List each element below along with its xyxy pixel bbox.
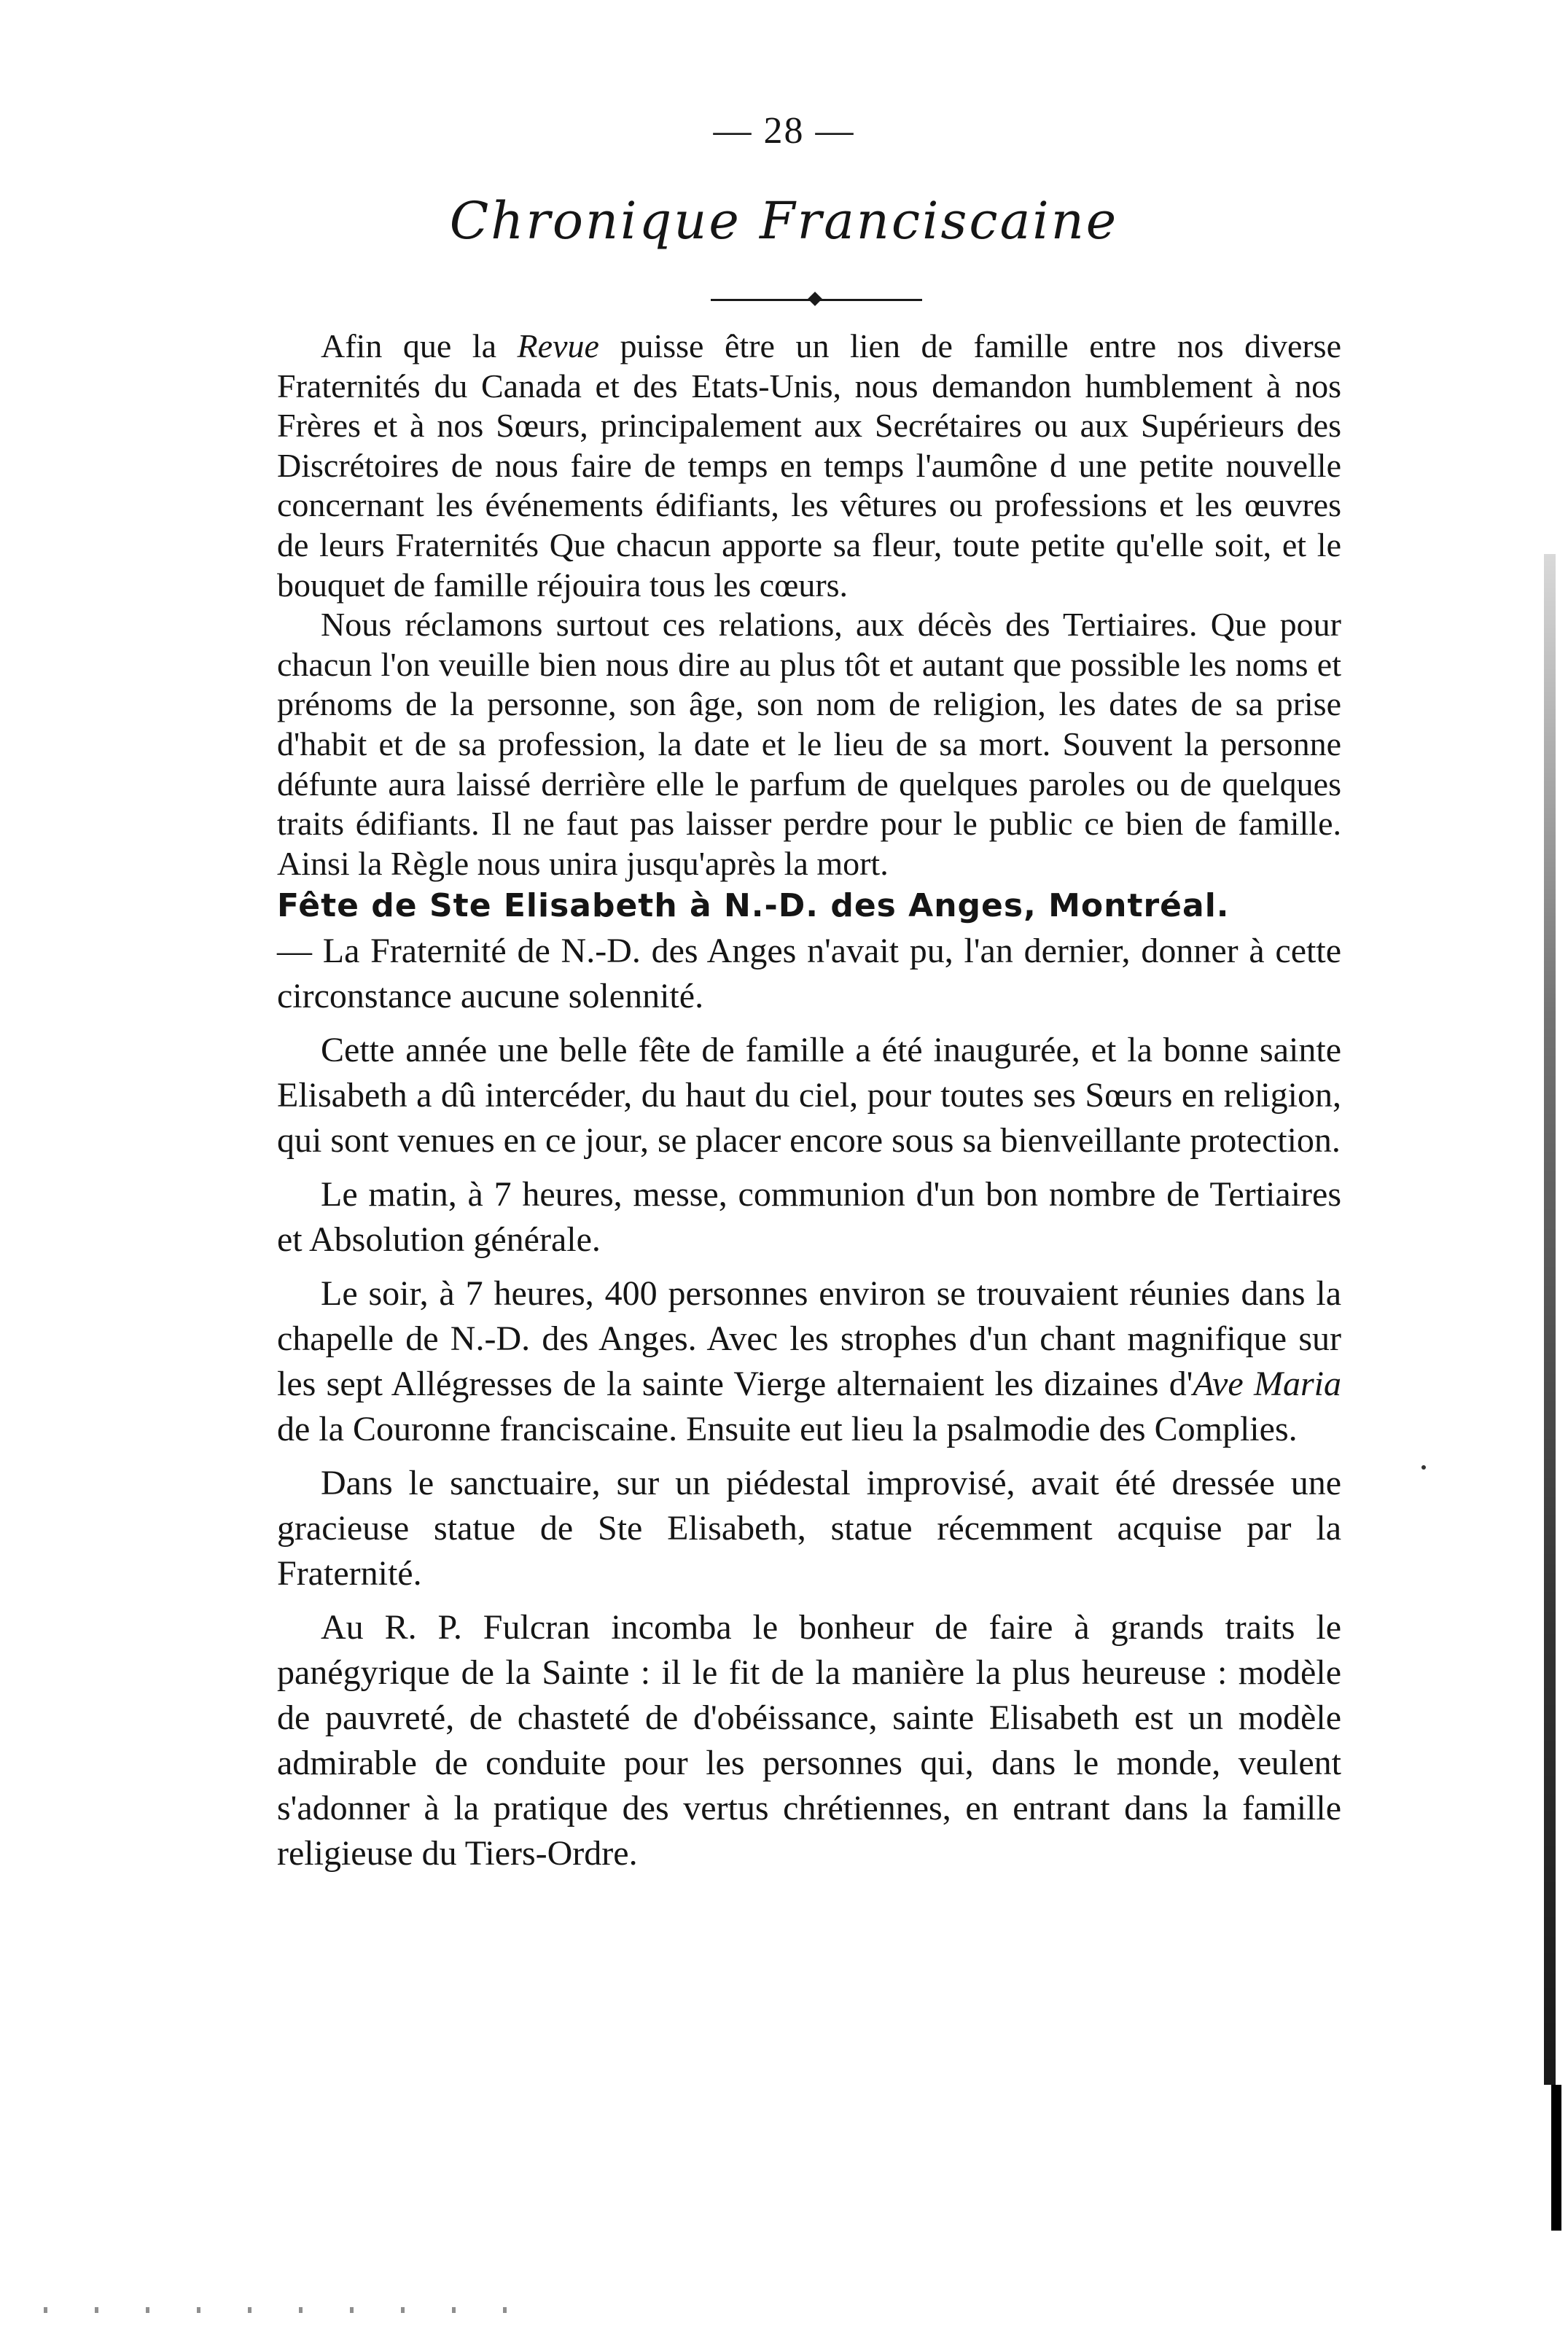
- article-body: [277, 327, 1341, 1876]
- prayer-name: Ave Maria: [1193, 1365, 1341, 1404]
- intro-paragraph: Afin que la Revue puisse être un lien de famille entre nos diverse Fraternités du Canada et des Etats-Unis, nous demandon humblement à nos Frères et à nos Sœurs, principalement aux Secrétaires ou aux Supérieurs des Discrétoires de nous faire de temps en temps l'aumône d une petite nouvelle concernant les événements édifiants, les vêtures ou professions et les œuvres de leurs Fraternités Que chacun apporte sa fleur, toute petite qu'elle soit, et le bouquet de famille réjouira tous les cœurs.: [277, 327, 1341, 604]
- intro-paragraph: Nous réclamons surtout ces relations, aux décès des Tertiaires. Que pour chacun l'on veuille bien nous dire au plus tôt et autant que possible les noms et prénoms de la personne, son âge, son nom de religion, les dates de sa prise d'habit et de sa profession, la date et le lieu de sa mort. Souvent la personne défunte aura laissé derrière elle le parfum de quelques paroles ou de quelques traits édifiants. Il ne faut pas laisser perdre pour le public ce bien de famille. Ainsi la Règle nous unira jusqu'après la mort.: [277, 606, 1341, 882]
- page-edge-shadow: [1551, 2085, 1561, 2231]
- section-paragraph: Le soir, à 7 heures, 400 personnes environ se trouvaient réunies dans la chapelle de N.-D. des Anges. Avec les strophes d'un chant magnifique sur les sept Allégresses de la sainte Vierge alternaient les dizaines d'Ave Maria de la Couronne franciscaine. Ensuite eut lieu la psalmodie des Complies.: [277, 1274, 1341, 1449]
- page-title: Chronique Franciscaine: [449, 191, 1119, 251]
- section-paragraph: Au R. P. Fulcran incomba le bonheur de faire à grands traits le panégyrique de la Sainte : il le fit de la manière la plus heureuse : modèle de pauvreté, de chasteté de d'obéissance, sainte Elisabeth est un modèle admirable de conduite pour les personnes qui, dans le monde, veulent s'adonner à la pratique des vertus chrétiennes, en entrant dans la famille religieuse du Tiers-Ordre.: [277, 1608, 1341, 1873]
- scan-specks: [44, 2307, 554, 2313]
- section-paragraph: Dans le sanctuaire, sur un piédestal improvisé, avait été dressée une gracieuse statue de Ste Elisabeth, statue récemment acquise par la Fraternité.: [277, 1464, 1341, 1593]
- section-heading: Fête de Ste Elisabeth à N.-D. des Anges, Montréal.: [277, 887, 1230, 925]
- page-number: — 28 —: [713, 110, 855, 152]
- journal-name: Revue: [517, 327, 599, 364]
- scan-speck: [1421, 1465, 1426, 1470]
- section-paragraph: — La Fraternité de N.-D. des Anges n'avait pu, l'an dernier, donner à cette circonstance aucune solennité.: [277, 932, 1341, 1016]
- page-edge-shadow: [1544, 554, 1556, 2085]
- rule-ornament: [808, 292, 822, 306]
- section-paragraph: Le matin, à 7 heures, messe, communion d'un bon nombre de Tertiaires et Absolution générale.: [277, 1175, 1341, 1260]
- section-paragraph: Cette année une belle fête de famille a été inaugurée, et la bonne sainte Elisabeth a dû intercéder, du haut du ciel, pour toutes ses Sœurs en religion, qui sont venues en ce jour, se placer encore sous sa bienveillante protection.: [277, 1031, 1341, 1160]
